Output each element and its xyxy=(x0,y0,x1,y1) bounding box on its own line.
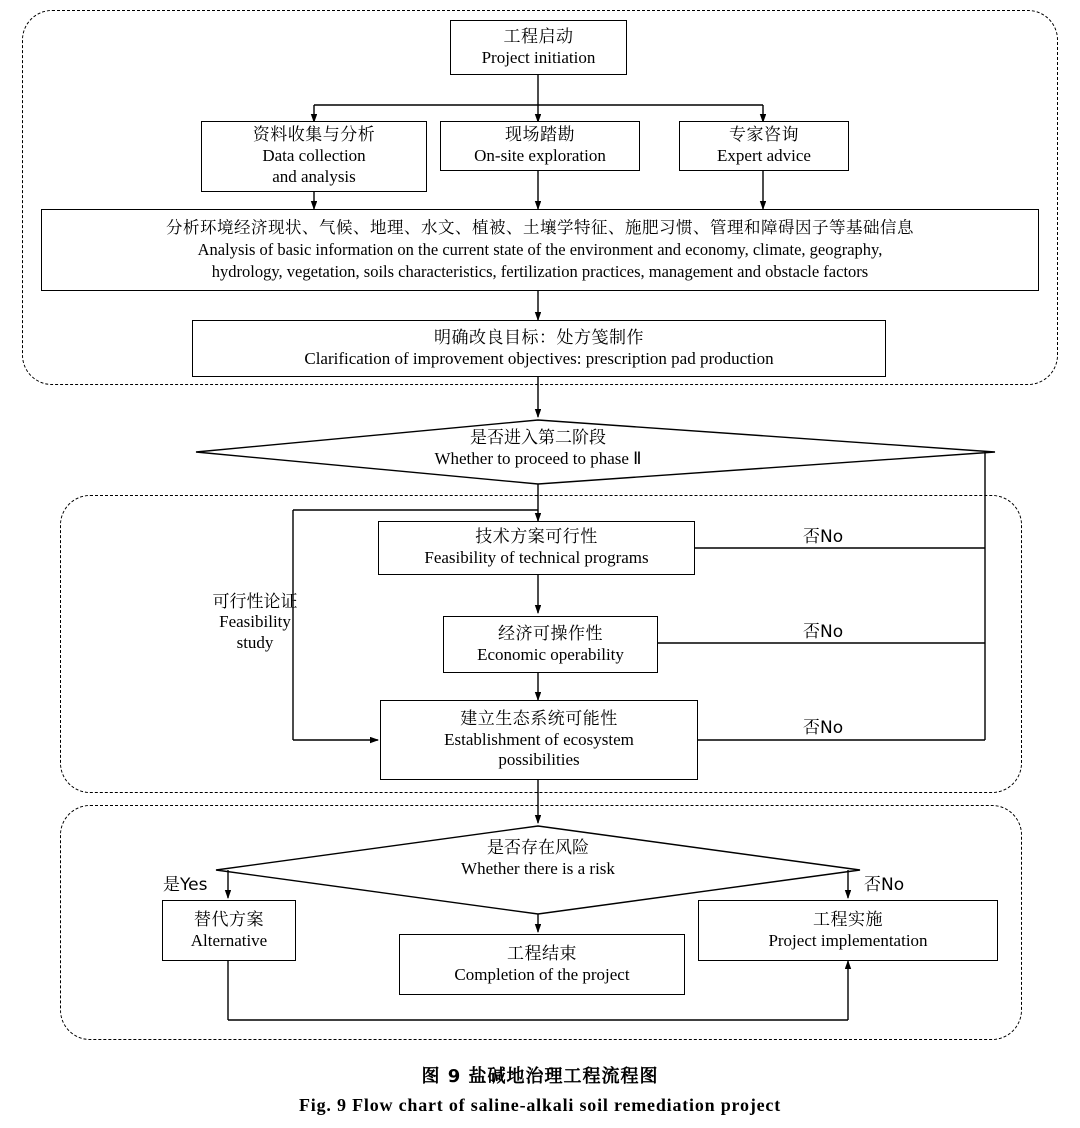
edge-label-no-risk: 否No xyxy=(864,875,905,895)
node-project-implementation-cn: 工程实施 xyxy=(813,909,883,930)
node-technical-feasibility[interactable] xyxy=(378,521,695,575)
node-expert-advice-cn: 专家咨询 xyxy=(729,125,799,146)
node-technical-feasibility-en: Feasibility of technical programs xyxy=(424,548,649,567)
node-alternative-en: Alternative xyxy=(190,930,268,950)
node-onsite-exploration-en: On-site exploration xyxy=(474,146,606,165)
node-completion[interactable] xyxy=(399,934,685,995)
node-economic-operability-en: Economic operability xyxy=(477,644,624,664)
node-clarification-objectives-en: Clarification of improvement objectives: prescription pad production xyxy=(304,348,774,368)
figure-caption-cn: 图 9 盐碱地治理工程流程图 xyxy=(421,1066,659,1087)
node-alternative[interactable] xyxy=(162,900,296,961)
node-completion-en: Completion of the project xyxy=(454,964,630,984)
node-ecosystem-establishment[interactable] xyxy=(380,700,698,780)
node-phase-decision[interactable] xyxy=(388,428,688,469)
node-project-initiation-en: Project initiation xyxy=(481,47,596,67)
node-project-initiation-cn: 工程启动 xyxy=(503,26,574,47)
edge-label-no-economic: 否No xyxy=(803,622,844,642)
node-risk-decision-cn: 是否存在风险 xyxy=(487,838,589,858)
node-project-initiation[interactable] xyxy=(450,20,627,75)
group-label-feasibility xyxy=(175,592,335,653)
edge-label-yes-risk: 是Yes xyxy=(163,875,208,895)
node-analysis-basic-info-cn: 分析环境经济现状、气候、地理、水文、植被、土壤学特征、施肥习惯、管理和障碍因子等基础信息 xyxy=(166,217,914,237)
node-analysis-basic-info[interactable] xyxy=(41,209,1039,291)
node-clarification-objectives-cn: 明确改良目标：处方笺制作 xyxy=(434,327,644,348)
node-risk-decision-en: Whether there is a risk xyxy=(461,858,615,878)
group-label-feasibility-en-line1: Feasibility xyxy=(219,612,291,632)
node-phase-decision-cn: 是否进入第二阶段 xyxy=(470,428,606,448)
group-label-feasibility-en-line2: study xyxy=(236,632,274,652)
group-label-feasibility-cn: 可行性论证 xyxy=(212,592,298,612)
node-project-implementation-en: Project implementation xyxy=(768,930,928,950)
node-data-collection-en-line2: and analysis xyxy=(272,166,356,186)
node-expert-advice-en: Expert advice xyxy=(717,146,811,165)
node-data-collection[interactable] xyxy=(201,121,427,192)
edge-label-no-technical: 否No xyxy=(803,527,844,547)
node-ecosystem-establishment-cn: 建立生态系统可能性 xyxy=(460,708,618,729)
figure-caption-en: Fig. 9 Flow chart of saline-alkali soil remediation project xyxy=(299,1095,781,1115)
node-clarification-objectives[interactable] xyxy=(192,320,886,377)
node-analysis-basic-info-en-line1: Analysis of basic information on the current state of the environment and economy, climate, geography, xyxy=(197,239,883,259)
node-onsite-exploration[interactable] xyxy=(440,121,640,171)
node-risk-decision[interactable] xyxy=(408,838,668,879)
node-data-collection-en-line1: Data collection xyxy=(262,146,366,166)
node-project-implementation[interactable] xyxy=(698,900,998,961)
node-economic-operability-cn: 经济可操作性 xyxy=(498,623,603,644)
node-ecosystem-establishment-en-line1: Establishment of ecosystem xyxy=(444,729,634,749)
node-onsite-exploration-cn: 现场踏勘 xyxy=(505,125,575,146)
node-analysis-basic-info-en-line2: hydrology, vegetation, soils characteristics, fertilization practices, management and obstacle factors xyxy=(211,262,869,282)
node-technical-feasibility-cn: 技术方案可行性 xyxy=(475,527,598,548)
node-data-collection-cn: 资料收集与分析 xyxy=(252,125,376,146)
node-alternative-cn: 替代方案 xyxy=(194,909,264,930)
node-completion-cn: 工程结束 xyxy=(507,943,577,964)
node-expert-advice[interactable] xyxy=(679,121,849,171)
node-phase-decision-en: Whether to proceed to phase Ⅱ xyxy=(434,448,642,468)
edge-label-no-ecosystem: 否No xyxy=(803,718,844,738)
node-economic-operability[interactable] xyxy=(443,616,658,673)
node-ecosystem-establishment-en-line2: possibilities xyxy=(498,750,580,770)
